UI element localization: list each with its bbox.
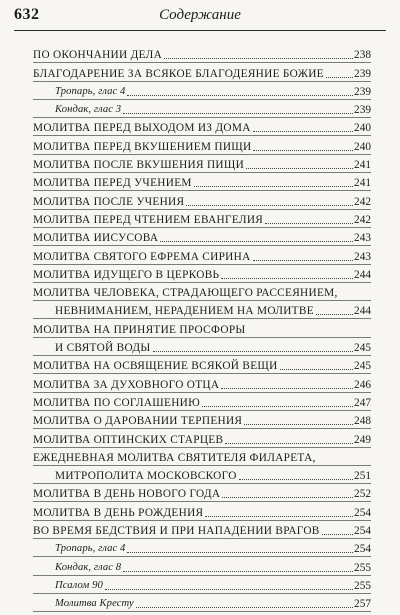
toc-entry-title: Кондак, глас 3: [55, 104, 122, 116]
dot-leader: [326, 76, 353, 78]
toc-entry: [33, 191, 371, 209]
toc-entry: [33, 63, 371, 81]
dot-leader: [136, 606, 353, 608]
toc-entry-title: МОЛИТВА ПОСЛЕ УЧЕНИЯ: [33, 195, 185, 208]
toc-entry-title: БЛАГОДАРЕНИЕ ЗА ВСЯКОЕ БЛАГОДЕЯНИЕ БОЖИЕ: [33, 67, 324, 80]
toc-entry: [33, 393, 371, 411]
toc-entry-title: ВО ВРЕМЯ БЕДСТВИЯ И ПРИ НАПАДЕНИИ ВРАГОВ: [33, 525, 320, 538]
toc-entry-title: ЕЖЕДНЕВНАЯ МОЛИТВА СВЯТИТЕЛЯ ФИЛАРЕТА,: [33, 451, 316, 464]
dot-leader: [225, 442, 353, 444]
toc-entry: [33, 594, 371, 612]
toc-entry-page: 245: [354, 360, 371, 373]
toc-entry-title: МОЛИТВА В ДЕНЬ НОВОГО ГОДА: [33, 488, 221, 501]
toc-entry-page: 255: [354, 561, 371, 574]
toc-entry-title: Кондак, глас 8: [55, 561, 122, 573]
dot-leader: [123, 570, 353, 572]
dot-leader: [221, 277, 353, 279]
toc-entry-page: 240: [354, 140, 371, 153]
dot-leader: [186, 204, 353, 206]
toc-entry-page: 252: [354, 488, 371, 501]
toc-entry-page: 244: [354, 305, 371, 318]
dot-leader: [205, 515, 353, 517]
toc-entry-page: 241: [354, 177, 371, 190]
dot-leader: [280, 368, 353, 370]
toc-entry: [33, 155, 371, 173]
toc-entry-title: МОЛИТВА В ДЕНЬ РОЖДЕНИЯ: [33, 506, 204, 519]
dot-leader: [127, 551, 353, 553]
toc-entry-title: МОЛИТВА ПОСЛЕ ВКУШЕНИЯ ПИЩИ: [33, 159, 245, 172]
table-of-contents: [33, 45, 371, 612]
dot-leader: [253, 259, 354, 261]
toc-entry-page: 244: [354, 268, 371, 281]
toc-entry-page: 241: [354, 159, 371, 172]
toc-entry-page: 248: [354, 415, 371, 428]
dot-leader: [253, 149, 353, 151]
toc-entry-page: 247: [354, 396, 371, 409]
toc-entry-page: 257: [354, 598, 371, 611]
toc-entry-page: 255: [354, 579, 371, 592]
toc-entry-title: ПО ОКОНЧАНИИ ДЕЛА: [33, 49, 163, 62]
toc-entry-title: МОЛИТВА ЧЕЛОВЕКА, СТРАДАЮЩЕГО РАССЕЯНИЕМ,: [33, 287, 338, 300]
toc-entry-title: Псалом 90: [55, 579, 103, 591]
toc-entry-title: МОЛИТВА ЗА ДУХОВНОГО ОТЦА: [33, 378, 220, 391]
toc-entry: [33, 82, 371, 100]
toc-entry-page: 246: [354, 378, 371, 391]
toc-entry-title: МОЛИТВА СВЯТОГО ЕФРЕМА СИРИНА: [33, 250, 251, 263]
toc-entry-page: 254: [354, 543, 371, 556]
toc-entry-page: 245: [354, 342, 371, 355]
toc-entry-page: 242: [354, 195, 371, 208]
toc-entry-page: 240: [354, 122, 371, 135]
toc-entry-page: 249: [354, 433, 371, 446]
toc-entry-page: 239: [354, 104, 371, 117]
toc-entry-title: МОЛИТВА ИИСУСОВА: [33, 232, 159, 245]
toc-entry: [33, 319, 371, 337]
toc-entry: [33, 429, 371, 447]
dot-leader: [221, 387, 353, 389]
dot-leader: [246, 167, 353, 169]
toc-entry: [33, 484, 371, 502]
toc-entry-page: 243: [354, 250, 371, 263]
toc-entry-title: МОЛИТВА НА ОСВЯЩЕНИЕ ВСЯКОЙ ВЕЩИ: [33, 360, 278, 373]
toc-entry-title: МОЛИТВА ПЕРЕД ВКУШЕНИЕМ ПИЩИ: [33, 140, 252, 153]
dot-leader: [253, 130, 353, 132]
dot-leader: [127, 94, 353, 96]
toc-entry-title: МОЛИТВА ПЕРЕД УЧЕНИЕМ: [33, 177, 192, 190]
toc-entry-title: МОЛИТВА ПЕРЕД ВЫХОДОМ ИЗ ДОМА: [33, 122, 251, 135]
toc-entry-title: МОЛИТВА ИДУЩЕГО В ЦЕРКОВЬ: [33, 268, 220, 281]
toc-entry-page: 239: [354, 67, 371, 80]
running-title: Содержание: [159, 7, 241, 23]
dot-leader: [160, 240, 353, 242]
toc-entry-title: Молитва Кресту: [55, 598, 134, 610]
page-header: [14, 4, 386, 31]
toc-entry: [33, 448, 371, 466]
page-number: 632: [14, 6, 40, 23]
toc-entry: [33, 411, 371, 429]
dot-leader: [316, 313, 353, 315]
dot-leader: [123, 112, 353, 114]
dot-leader: [105, 588, 353, 590]
toc-entry: [33, 374, 371, 392]
toc-entry: [33, 539, 371, 557]
dot-leader: [202, 405, 353, 407]
toc-entry: [33, 283, 371, 301]
toc-entry: [33, 502, 371, 520]
dot-leader: [194, 185, 353, 187]
toc-entry: [33, 228, 371, 246]
dot-leader: [322, 533, 353, 535]
toc-entry-page: 254: [354, 525, 371, 538]
toc-entry-title: НЕВНИМАНИЕМ, НЕРАДЕНИЕМ НА МОЛИТВЕ: [55, 305, 314, 318]
toc-entry-title: МИТРОПОЛИТА МОСКОВСКОГО: [55, 470, 237, 483]
dot-leader: [244, 423, 353, 425]
toc-entry: [33, 173, 371, 191]
toc-entry-title: МОЛИТВА О ДАРОВАНИИ ТЕРПЕНИЯ: [33, 415, 243, 428]
toc-entry-page: 243: [354, 232, 371, 245]
toc-entry-title: МОЛИТВА ПО СОГЛАШЕНИЮ: [33, 396, 201, 409]
dot-leader: [153, 350, 354, 352]
toc-entry-title: И СВЯТОЙ ВОДЫ: [55, 342, 151, 355]
toc-entry: [33, 100, 371, 118]
toc-entry: [33, 356, 371, 374]
toc-entry-title: МОЛИТВА ОПТИНСКИХ СТАРЦЕВ: [33, 433, 224, 446]
toc-entry-page: 242: [354, 213, 371, 226]
dot-leader: [239, 478, 353, 480]
toc-entry-title: МОЛИТВА НА ПРИНЯТИЕ ПРОСФОРЫ: [33, 323, 246, 336]
toc-entry: [33, 301, 371, 319]
dot-leader: [265, 222, 353, 224]
toc-entry-title: МОЛИТВА ПЕРЕД ЧТЕНИЕМ ЕВАНГЕЛИЯ: [33, 213, 264, 226]
dot-leader: [164, 57, 353, 59]
toc-entry: [33, 265, 371, 283]
toc-entry-title: Тропарь, глас 4: [55, 543, 126, 555]
toc-entry: [33, 246, 371, 264]
toc-entry-title: Тропарь, глас 4: [55, 85, 126, 97]
toc-entry: [33, 118, 371, 136]
toc-entry-page: 254: [354, 506, 371, 519]
toc-entry: [33, 338, 371, 356]
toc-entry: [33, 210, 371, 228]
dot-leader: [222, 496, 353, 498]
toc-entry: [33, 136, 371, 154]
toc-entry-page: 251: [354, 470, 371, 483]
toc-entry: [33, 521, 371, 539]
toc-entry: [33, 45, 371, 63]
toc-entry: [33, 557, 371, 575]
toc-entry: [33, 466, 371, 484]
toc-entry-page: 238: [354, 49, 371, 62]
toc-entry: [33, 576, 371, 594]
toc-entry-page: 239: [354, 85, 371, 98]
